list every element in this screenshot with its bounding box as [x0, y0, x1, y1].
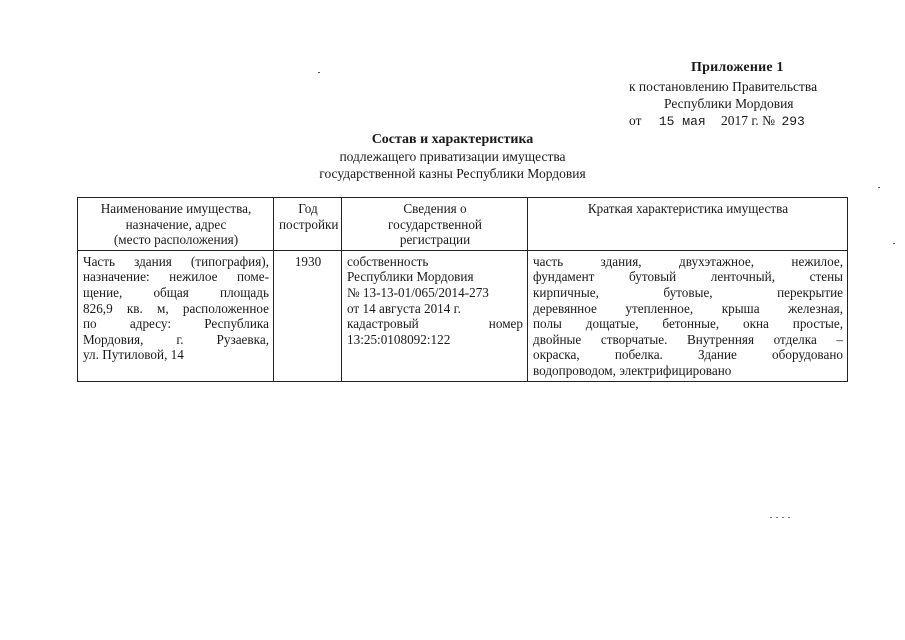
table-row: [78, 250, 848, 381]
cell-line: по адресу: Республика: [83, 316, 269, 332]
cell-line: 826,9 кв. м, расположенное: [83, 300, 269, 316]
cell-line: Часть здания (типография),: [83, 253, 269, 269]
decree-number: 293: [781, 114, 805, 129]
header-text: (место расположения): [113, 232, 239, 248]
cell-line: Мордовия, г. Рузаевка,: [83, 331, 269, 347]
cell-line: водопроводом, электрифицировано: [533, 362, 732, 378]
cell-line: ул. Путиловой, 14: [83, 347, 184, 363]
scan-speck: [878, 187, 880, 188]
property-table: [77, 197, 848, 382]
appendix-date-line: [629, 113, 805, 129]
date-year: 2017 г. №: [721, 113, 776, 128]
cell-line: щение, общая площадь: [83, 284, 269, 300]
document-title: Состав и характеристика: [371, 132, 534, 147]
document-subtitle-2: государственной казны Республики Мордовия: [319, 166, 586, 181]
scan-speck: [770, 517, 790, 518]
cell-line: деревянное утепленное, крыша железная,: [533, 300, 843, 316]
table-header-row: [78, 198, 848, 251]
header-text: Наименование имущества,: [100, 201, 252, 216]
cell-line: часть здания, двухэтажное, нежилое,: [533, 253, 843, 269]
cell-name-address: [78, 250, 274, 381]
appendix-line-decree: к постановлению Правительства: [629, 79, 818, 94]
scan-speck: [318, 72, 320, 73]
cell-year: 1930: [274, 250, 342, 381]
cell-line: кадастровый номер: [347, 316, 523, 332]
header-text: назначение, адрес: [125, 216, 227, 232]
cell-registration: [342, 250, 528, 381]
header-text: государственной: [388, 216, 482, 232]
cell-line: полы дощатые, бетонные, окна простые,: [533, 316, 843, 332]
cell-line: кирпичные, бутовые, перекрытие: [533, 284, 843, 300]
header-text: постройки: [279, 216, 339, 232]
cell-line: двойные створчатые. Внутренняя отделка –: [533, 331, 843, 347]
cell-line: назначение: нежилое поме-: [83, 269, 269, 285]
cell-line: собственность: [347, 253, 429, 269]
date-handwritten: 15 мая: [658, 114, 706, 129]
cell-line: Республики Мордовия: [347, 269, 474, 285]
header-name-address: [78, 198, 274, 251]
cell-line: от 14 августа 2014 г.: [347, 300, 461, 316]
cell-characteristic: [528, 250, 848, 381]
document-subtitle-1: подлежащего приватизации имущества: [339, 149, 566, 164]
cell-line: № 13-13-01/065/2014-273: [347, 284, 489, 300]
header-text: Сведения о: [403, 201, 467, 216]
scan-speck: [893, 243, 895, 244]
header-text: Год: [298, 201, 318, 216]
header-year: [274, 198, 342, 251]
cell-line: окраска, побелка. Здание оборудовано: [533, 347, 843, 363]
date-prefix: от: [629, 113, 642, 128]
cell-line: 13:25:0108092:122: [347, 331, 451, 347]
header-characteristic: [528, 198, 848, 251]
cell-line: фундамент бутовый ленточный, стены: [533, 269, 843, 285]
header-registration: [342, 198, 528, 251]
appendix-title: Приложение 1: [691, 60, 784, 75]
appendix-line-republic: Республики Мордовия: [664, 96, 794, 111]
header-text: регистрации: [399, 232, 471, 248]
header-text: Краткая характеристика имущества: [587, 201, 789, 216]
